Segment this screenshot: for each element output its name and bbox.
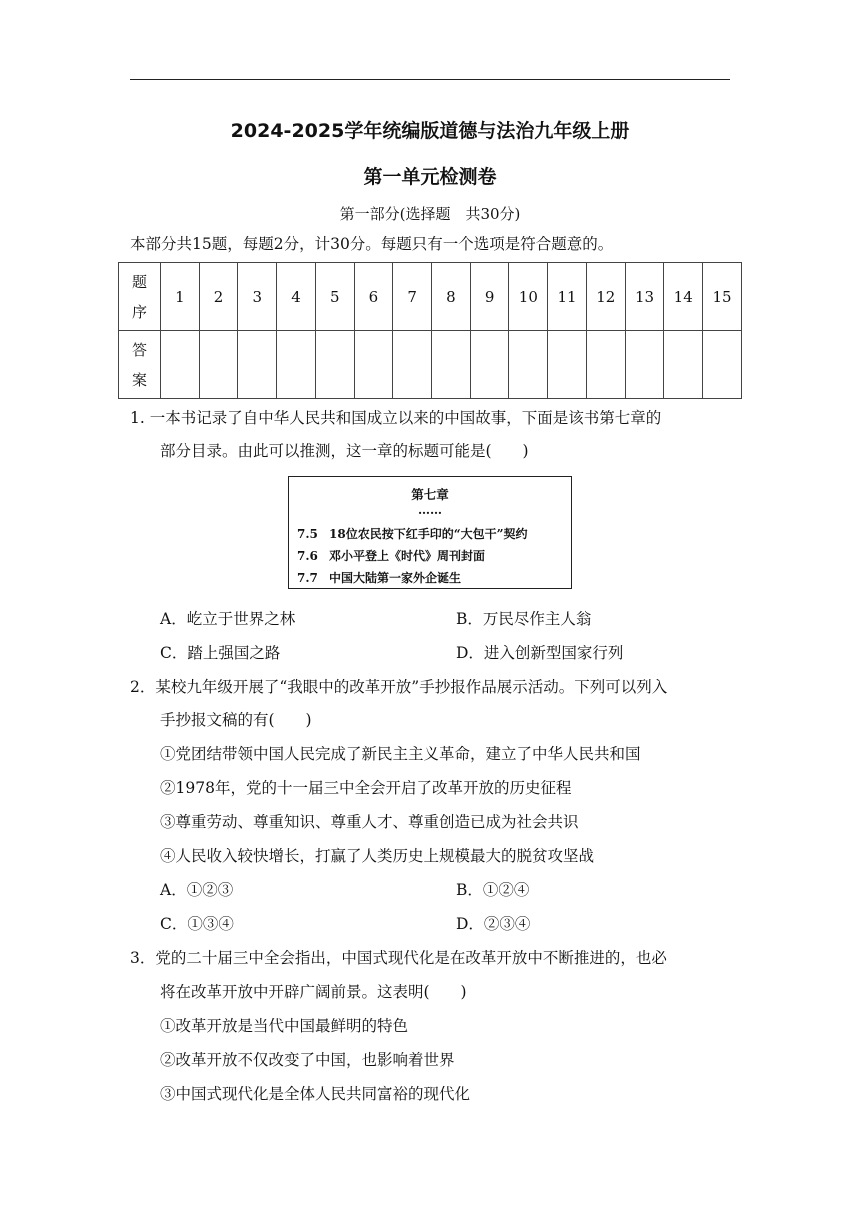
answer-table-answer-row bbox=[119, 331, 742, 399]
q3-statement: ③中国式现代化是全体人民共同富裕的现代化 bbox=[160, 1085, 471, 1103]
question-number-cell: 15 bbox=[703, 263, 742, 331]
question-number-cell: 8 bbox=[432, 263, 471, 331]
header-rule bbox=[130, 79, 730, 80]
question-number-cell: 3 bbox=[238, 263, 277, 331]
answer-cell[interactable] bbox=[625, 331, 664, 399]
question-number-cell: 7 bbox=[393, 263, 432, 331]
chapter-title: 第七章 bbox=[411, 487, 449, 502]
answer-cell[interactable] bbox=[315, 331, 354, 399]
question-number-cell: 4 bbox=[277, 263, 316, 331]
q2-stem-line2: 手抄报文稿的有( ) bbox=[160, 711, 312, 729]
answer-cell[interactable] bbox=[509, 331, 548, 399]
answer-table-number-row bbox=[119, 263, 742, 331]
question-number-cell: 2 bbox=[199, 263, 238, 331]
contents-item: 7.6 邓小平登上《时代》周刊封面 bbox=[297, 549, 486, 563]
answer-cell[interactable] bbox=[199, 331, 238, 399]
q3-statement: ②改革开放不仅改变了中国，也影响着世界 bbox=[160, 1051, 455, 1069]
q3-statement: ①改革开放是当代中国最鲜明的特色 bbox=[160, 1017, 409, 1035]
answer-cell[interactable] bbox=[393, 331, 432, 399]
question-number-cell: 1 bbox=[161, 263, 200, 331]
question-number-cell: 9 bbox=[470, 263, 509, 331]
question-number-cell: 12 bbox=[586, 263, 625, 331]
q1-stem-line2: 部分目录。由此可以推测，这一章的标题可能是( ) bbox=[160, 442, 529, 460]
question-number-cell: 6 bbox=[354, 263, 393, 331]
q2-option-c[interactable]: C．①③④ bbox=[160, 915, 234, 933]
q1-stem-line1: 1. 一本书记录了自中华人民共和国成立以来的中国故事，下面是该书第七章的 bbox=[130, 409, 662, 427]
q2-statement: ④人民收入较快增长，打赢了人类历史上规模最大的脱贫攻坚战 bbox=[160, 847, 595, 865]
q2-statement: ③尊重劳动、尊重知识、尊重人才、尊重创造已成为社会共识 bbox=[160, 813, 579, 831]
q2-stem-line1: 2．某校九年级开展了“我眼中的改革开放”手抄报作品展示活动。下列可以列入 bbox=[130, 678, 668, 696]
q3-stem-line1: 3．党的二十届三中全会指出，中国式现代化是在改革开放中不断推进的，也必 bbox=[130, 949, 667, 967]
q2-option-d[interactable]: D．②③④ bbox=[456, 915, 531, 933]
answer-cell[interactable] bbox=[277, 331, 316, 399]
q3-stem-line2: 将在改革开放中开辟广阔前景。这表明( ) bbox=[160, 983, 467, 1001]
answer-table bbox=[118, 262, 742, 399]
q2-option-b[interactable]: B．①②④ bbox=[456, 881, 530, 899]
section-title: 第一部分(选择题 共30分) bbox=[339, 205, 521, 223]
question-number-cell: 11 bbox=[548, 263, 587, 331]
answer-cell[interactable] bbox=[664, 331, 703, 399]
question-number-cell: 13 bbox=[625, 263, 664, 331]
q1-option-b[interactable]: B．万民尽作主人翁 bbox=[456, 610, 592, 628]
answer-cell[interactable] bbox=[238, 331, 277, 399]
section-instruction: 本部分共15题，每题2分，计30分。每题只有一个选项是符合题意的。 bbox=[130, 235, 614, 253]
answer-cell[interactable] bbox=[161, 331, 200, 399]
q2-statement: ①党团结带领中国人民完成了新民主主义革命，建立了中华人民共和国 bbox=[160, 745, 641, 763]
q1-option-c[interactable]: C．踏上强国之路 bbox=[160, 644, 281, 662]
q1-option-d[interactable]: D．进入创新型国家行列 bbox=[456, 644, 624, 662]
answer-cell[interactable] bbox=[432, 331, 471, 399]
q1-option-a[interactable]: A．屹立于世界之林 bbox=[160, 610, 296, 628]
exam-subtitle: 第一单元检测卷 bbox=[363, 166, 497, 188]
answer-cell[interactable] bbox=[586, 331, 625, 399]
contents-item: 7.5 18位农民按下红手印的“大包干”契约 bbox=[297, 527, 528, 541]
contents-item: 7.7 中国大陆第一家外企诞生 bbox=[297, 571, 462, 585]
answer-cell[interactable] bbox=[354, 331, 393, 399]
question-number-cell: 14 bbox=[664, 263, 703, 331]
chapter-contents-box bbox=[288, 476, 572, 589]
number-row-label: 题 序 bbox=[119, 263, 161, 331]
answer-cell[interactable] bbox=[703, 331, 742, 399]
question-number-cell: 10 bbox=[509, 263, 548, 331]
question-number-cell: 5 bbox=[315, 263, 354, 331]
answer-cell[interactable] bbox=[470, 331, 509, 399]
answer-row-label: 答 案 bbox=[119, 331, 161, 399]
q2-statement: ②1978年，党的十一届三中全会开启了改革开放的历史征程 bbox=[160, 779, 572, 797]
q2-option-a[interactable]: A．①②③ bbox=[160, 881, 234, 899]
chapter-ellipsis: …… bbox=[418, 503, 442, 517]
exam-title: 2024-2025学年统编版道德与法治九年级上册 bbox=[230, 120, 630, 142]
answer-cell[interactable] bbox=[548, 331, 587, 399]
